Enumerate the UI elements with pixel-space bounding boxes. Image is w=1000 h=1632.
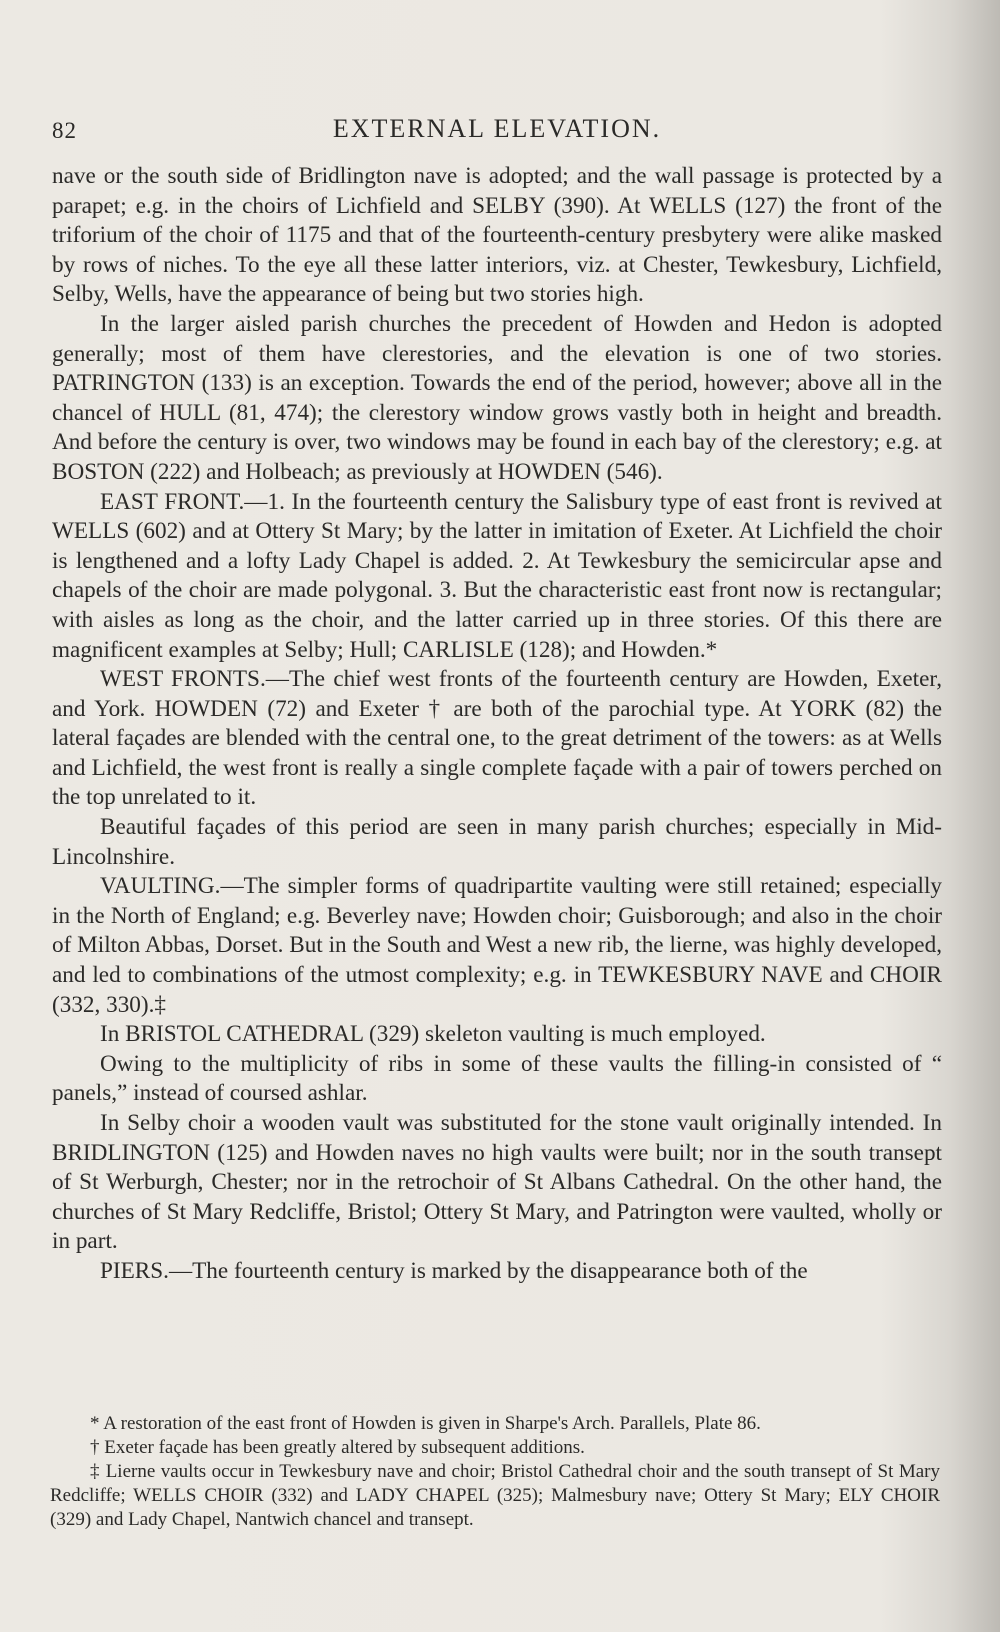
body-text bbox=[52, 162, 942, 1287]
paragraph: Owing to the multiplicity of ribs in some of these vaults the filling-in consisted of “ panels,” instead of coursed ashlar. bbox=[52, 1050, 942, 1107]
paragraph: In the larger aisled parish churches the precedent of Howden and Hedon is adopted generally; most of them have clerestories, and the elevation is one of two stories. PATRINGTON (133) is an exception. Towards the end of the period, however; above all in the chancel of HULL (81, 474); the clerestory window grows vastly both in height and breadth. And before the century is over, two windows may be found in each bay of the clerestory; e.g. at BOSTON (222) and Holbeach; as previously at HOWDEN (546). bbox=[52, 310, 942, 485]
paragraph: In Selby choir a wooden vault was substituted for the stone vault originally intended. In BRIDLINGTON (125) and Howden naves no high vaults were built; nor in the south transept of St Werburgh, Chester; nor in the retrochoir of St Albans Cathedral. On the other hand, the churches of St Mary Redcliffe, Bristol; Ottery St Mary, and Patrington were vaulted, wholly or in part. bbox=[52, 1110, 942, 1255]
paragraph-west-fronts: WEST FRONTS.—The chief west fronts of the fourteenth century are Howden, Exeter, and York. HOWDEN (72) and Exeter † are both of the parochial type. At YORK (82) the lateral façades are blended with the central one, to the great detriment of the towers: as at Wells and Lichfield, the west front is really a single complete façade with a pair of towers perched on the top unrelated to it. bbox=[52, 666, 942, 811]
paragraph-piers: PIERS.—The fourteenth century is marked by the disappearance both of the bbox=[100, 1257, 808, 1284]
paragraph: nave or the south side of Bridlington nave is adopted; and the wall passage is protected by a parapet; e.g. in the choirs of Lichfield and SELBY (390). At WELLS (127) the front of the triforium of the choir of 1175 and that of the fourteenth-century presbytery were alike masked by rows of niches. To the eye all these latter interiors, viz. at Chester, Tewkesbury, Lichfield, Selby, Wells, have the appearance of being but two stories high. bbox=[52, 163, 942, 308]
paragraph-east-front: EAST FRONT.—1. In the fourteenth century the Salisbury type of east front is revived at WELLS (602) and at Ottery St Mary; by the latter in imitation of Exeter. At Lichfield the choir is lengthened and a lofty Lady Chapel is added. 2. At Tewkesbury the semicircular apse and chapels of the choir are made polygonal. 3. But the characteristic east front now is rectangular; with aisles as long as the choir, and the latter carried up in three stories. Of this there are magnificent examples at Selby; Hull; CARLISLE (128); and Howden.* bbox=[52, 488, 942, 663]
running-head: EXTERNAL ELEVATION. bbox=[332, 114, 662, 143]
page-number: 82 bbox=[52, 118, 77, 143]
paragraph-vaulting: VAULTING.—The simpler forms of quadripartite vaulting were still retained; especially in the North of England; e.g. Beverley nave; Howden choir; Guisborough; and also in the choir of Milton Abbas, Dorset. But in the South and West a new rib, the lierne, was highly developed, and led to combinations of the utmost complexity; e.g. in TEWKESBURY NAVE and CHOIR (332, 330).‡ bbox=[52, 873, 942, 1018]
footnote: † Exeter façade has been greatly altered by subsequent additions. bbox=[90, 1437, 585, 1458]
page-header bbox=[52, 110, 942, 150]
paragraph: In BRISTOL CATHEDRAL (329) skeleton vaulting is much employed. bbox=[100, 1021, 766, 1048]
footnote: ‡ Lierne vaults occur in Tewkesbury nave and choir; Bristol Cathedral choir and the south transept of St Mary Redcliffe; WELLS CHOIR (332) and LADY CHAPEL (325); Malmesbury nave; Ottery St Mary; ELY CHOIR (329) and Lady Chapel, Nantwich chancel and transept. bbox=[50, 1461, 940, 1530]
footnotes bbox=[50, 1412, 940, 1532]
paragraph: Beautiful façades of this period are seen in many parish churches; especially in Mid-Lincolnshire. bbox=[52, 814, 942, 870]
footnote: * A restoration of the east front of Howden is given in Sharpe's Arch. Parallels, Plate 86. bbox=[90, 1413, 761, 1434]
